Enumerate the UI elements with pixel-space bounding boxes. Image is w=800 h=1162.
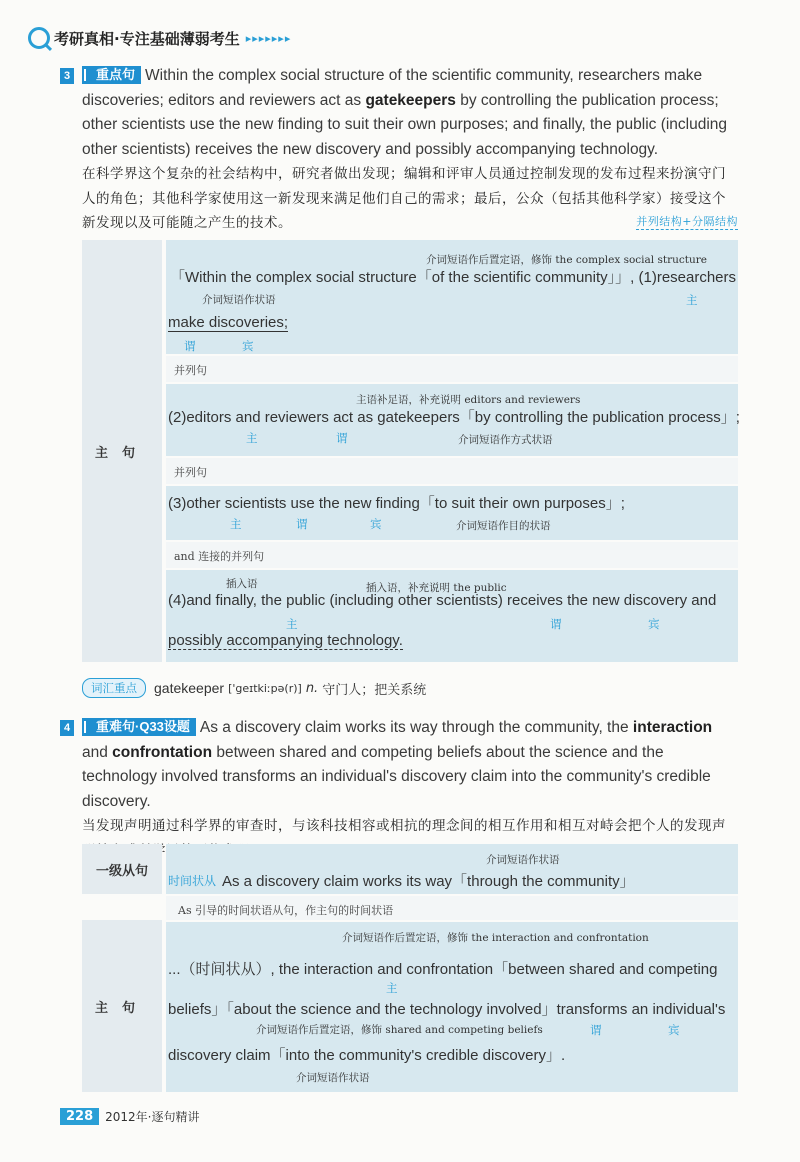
annotation: 介词短语作方式状语 <box>458 434 553 446</box>
analysis-table-2 <box>82 844 738 1092</box>
arrows-icon: ▸▸▸▸▸▸▸ <box>245 31 292 45</box>
keyword: confrontation <box>112 743 213 761</box>
label-subject: 主 <box>230 517 242 531</box>
sep-row: 并列句 <box>166 458 738 484</box>
keyword: gatekeepers <box>365 91 456 109</box>
vocab-phonetic: ['geɪtkiːpə(r)] <box>228 681 302 695</box>
chinese-translation: 当发现声明通过科学界的审查时，与该科技相容或相抗的理念间的相互作用和相互对峙会把个人的发现声 <box>82 818 726 834</box>
english-text: by controlling the publication process; other scientists use the new finding to suit their own purposes; and finally, the public (including other scientists) receives the new discovery and possibly accompanying technology. <box>82 91 728 158</box>
vocab-tag: 词汇重点 <box>82 678 146 698</box>
annotation: 介词短语作状语 <box>202 294 276 306</box>
vocab-pos: n. <box>305 680 319 696</box>
difficult-sentence-tag: 重难句·Q33设题 <box>82 718 196 736</box>
label-predicate: 谓 <box>184 339 196 353</box>
sentence-line: (2)editors and reviewers act as gatekeepers「by controlling the publication process」; <box>168 409 740 426</box>
vocab-meaning: 守门人；把关系统 <box>322 682 427 698</box>
english-text: between shared and competing beliefs about the science and the technology involved transforms an individual's discovery claim into the community's credible discovery. <box>82 743 711 810</box>
sentence-number: 3 <box>60 68 74 84</box>
sentence-line: (4)and finally, the public (including other scientists) receives the new discovery and <box>168 592 717 609</box>
key-sentence-tag: 重点句 <box>82 66 141 84</box>
label-subject: 主 <box>286 617 298 631</box>
paragraph-3 <box>63 64 738 236</box>
row-4 <box>166 570 738 662</box>
sentence-line: discovery claim「into the community's credible discovery」. <box>168 1047 566 1064</box>
keyword: interaction <box>632 719 713 736</box>
structure-note: 并列结构+分隔结构 <box>636 215 738 228</box>
annotation: 主语补足语，补充说明 editors and reviewers <box>356 394 581 406</box>
label-predicate: 谓 <box>336 431 348 445</box>
sentence-line: beliefs」「about the science and the technology involved」transforms an individual's <box>168 1001 726 1018</box>
annotation: 插入语 <box>226 578 258 590</box>
label-object: 宾 <box>648 617 660 631</box>
annotation: 介词短语作状语 <box>486 854 560 866</box>
annotation: 介词短语作目的状语 <box>456 520 551 532</box>
label-object: 宾 <box>370 517 382 531</box>
annotation: 介词短语作后置定语，修饰 the interaction and confrontation <box>342 932 649 944</box>
label-predicate: 谓 <box>296 517 308 531</box>
annotation: 介词短语作状语 <box>296 1072 370 1084</box>
english-text: Within the complex social structure of the scientific community, researchers make discoveries; editors and reviewers act as <box>82 67 703 109</box>
sub-clause-row <box>166 844 738 894</box>
sep-row: 并列句 <box>166 356 738 382</box>
sep-row: and 连接的并列句 <box>166 542 738 568</box>
sentence-number: 4 <box>60 720 74 736</box>
vocab-word: gatekeeper <box>154 680 225 696</box>
vocab-note <box>82 678 426 698</box>
search-logo-icon <box>28 27 50 49</box>
chinese-translation: 在科学界这个复杂的社会结构中，研究者做出发现；编辑和评审人员通过控制发现的发布过程来扮演守门人的角色；其他科学家使用这一新发现来满足他们自己的需求；最后，公众（包括其他科学家）接受这个新发现以及可能随之产生的技术。 并列结构+分隔结构 <box>82 166 738 231</box>
paragraph-4 <box>63 716 738 863</box>
label-subject: 主 <box>686 293 698 307</box>
sep-row: As 引导的时间状语从句，作主句的时间状语 <box>166 896 738 920</box>
sentence-line: possibly accompanying technology. <box>168 632 403 649</box>
sentence-line: (3)other scientists use the new finding「to suit their own purposes」; <box>168 495 625 512</box>
page-footer <box>60 1108 200 1125</box>
running-header <box>28 26 291 50</box>
sentence-line: 「Within the complex social structure「of the scientific community」」, (1)researchers <box>170 269 737 286</box>
label-subject: 主 <box>386 981 398 995</box>
sentence-line: make discoveries; <box>168 314 289 331</box>
label-predicate: 谓 <box>590 1023 602 1037</box>
english-text: and <box>82 743 113 761</box>
annotation: 介词短语作后置定语，修饰 the complex social structure <box>426 254 707 266</box>
sub-clause-label: 一级从句 <box>82 844 162 894</box>
sentence-line: ...（时间状从）, the interaction and confrontation「between shared and competing <box>168 961 718 978</box>
label-predicate: 谓 <box>550 617 562 631</box>
main-clause-row <box>166 922 738 1092</box>
brand-title: 考研真相·专注基础薄弱考生 <box>54 29 240 48</box>
page-number: 228 <box>60 1108 99 1125</box>
main-clause-label: 主句 <box>82 920 162 1092</box>
annotation: 插入语，补充说明 the public <box>366 582 507 594</box>
label-object: 宾 <box>668 1023 680 1037</box>
row-3 <box>166 486 738 540</box>
adverbial-clause-tag: 时间状从 <box>168 874 217 888</box>
row-2 <box>166 384 738 456</box>
row-1 <box>166 240 738 354</box>
analysis-table-1 <box>82 240 738 662</box>
label-object: 宾 <box>242 339 254 353</box>
sentence-line: As a discovery claim works its way「through the community」 <box>222 873 635 890</box>
annotation: 介词短语作后置定语，修饰 shared and competing beliefs <box>256 1024 543 1036</box>
footer-text: 2012年·逐句精讲 <box>105 1110 200 1124</box>
main-clause-label: 主句 <box>82 240 162 662</box>
english-text: As a discovery claim works its way through the community, the <box>199 719 633 736</box>
label-subject: 主 <box>246 431 258 445</box>
